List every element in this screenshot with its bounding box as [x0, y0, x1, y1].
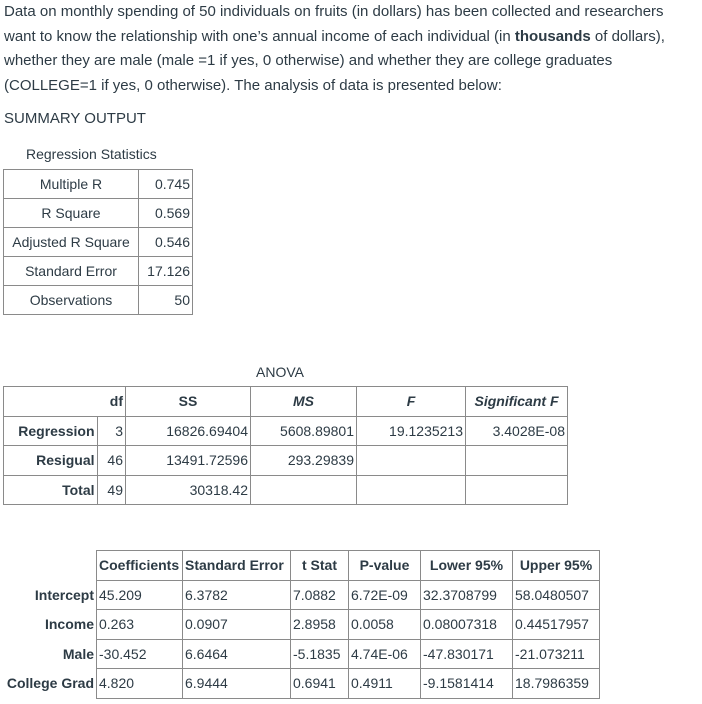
stat-label: Standard Error — [4, 257, 139, 286]
stat-value: 0.569 — [139, 199, 193, 228]
intro-text-part1: Data on monthly spending of 50 individuals on fruits (in dollars) has been collected and researchers want to know the relationship with one’s annual income of each individual (in — [4, 3, 664, 45]
regression-statistics-title: Regression Statistics — [26, 146, 157, 162]
coef-header-upper-95: Upper 95% — [513, 551, 600, 581]
coef-value: -30.452 — [97, 639, 183, 669]
table-row — [4, 170, 193, 199]
anova-header-significance: Significant F — [466, 387, 568, 417]
coef-header-p-value: P-value — [349, 551, 421, 581]
anova-header-f: F — [357, 387, 466, 417]
stat-label: Adjusted R Square — [4, 228, 139, 257]
stat-label: R Square — [4, 199, 139, 228]
coef-lower-95: 32.3708799 — [421, 580, 513, 610]
coef-header-t-stat: t Stat — [291, 551, 349, 581]
coef-header-standard-error: Standard Error — [183, 551, 291, 581]
coef-p-value: 0.0058 — [349, 610, 421, 640]
coef-value: 0.263 — [97, 610, 183, 640]
coef-standard-error: 0.0907 — [183, 610, 291, 640]
coef-upper-95: 0.44517957 — [513, 610, 600, 640]
coef-p-value: 4.74E-06 — [349, 639, 421, 669]
intro-paragraph — [4, 0, 699, 98]
anova-row-label: Total — [4, 475, 98, 505]
anova-df: 49 — [97, 475, 126, 505]
coef-header-coefficients: Coefficients — [97, 551, 183, 581]
coef-standard-error: 6.6464 — [183, 639, 291, 669]
coef-row-label: Male — [62, 645, 94, 662]
table-row — [3, 610, 600, 640]
anova-title: ANOVA — [256, 364, 304, 380]
anova-ss: 30318.42 — [126, 475, 251, 505]
anova-header-ms: MS — [251, 387, 357, 417]
table-header-row — [4, 387, 568, 417]
anova-df: 3 — [97, 416, 126, 446]
stat-value: 50 — [139, 286, 193, 315]
anova-f: 19.1235213 — [357, 416, 466, 446]
coefficients-table — [3, 550, 600, 699]
anova-f — [357, 475, 466, 505]
stat-value: 0.745 — [139, 170, 193, 199]
anova-significance — [466, 475, 568, 505]
stat-value: 17.126 — [139, 257, 193, 286]
coef-row-label: Income — [44, 616, 94, 633]
coef-t-stat: 0.6941 — [291, 669, 349, 699]
table-row — [4, 257, 193, 286]
coef-t-stat: 7.0882 — [291, 580, 349, 610]
anova-ss: 13491.72596 — [126, 446, 251, 476]
table-row — [4, 446, 568, 476]
anova-significance — [466, 446, 568, 476]
table-header-row — [3, 551, 600, 581]
table-row — [4, 199, 193, 228]
stat-label: Multiple R — [4, 170, 139, 199]
anova-ms: 5608.89801 — [251, 416, 357, 446]
anova-header-empty — [4, 387, 98, 417]
coef-lower-95: -47.830171 — [421, 639, 513, 669]
intro-text-part2: of dollars), whether they are male (male =1 if yes, 0 otherwise) and whether they are college graduates (COLLEGE=1 if yes, 0 otherwise). The analysis of data is presented below: — [4, 27, 665, 94]
coef-header-empty — [3, 551, 97, 581]
coef-lower-95: -9.1581414 — [421, 669, 513, 699]
coef-value: 4.820 — [97, 669, 183, 699]
coef-value: 45.209 — [97, 580, 183, 610]
coef-row-label: College Grad — [6, 675, 94, 692]
coef-t-stat: -5.1835 — [291, 639, 349, 669]
coef-t-stat: 2.8958 — [291, 610, 349, 640]
table-row — [4, 228, 193, 257]
coef-lower-95: 0.08007318 — [421, 610, 513, 640]
coef-standard-error: 6.9444 — [183, 669, 291, 699]
coef-upper-95: -21.073211 — [513, 639, 600, 669]
anova-header-df: df — [97, 387, 126, 417]
table-row — [4, 475, 568, 505]
anova-header-ss: SS — [126, 387, 251, 417]
table-row — [4, 286, 193, 315]
anova-table — [3, 386, 568, 505]
anova-f — [357, 446, 466, 476]
anova-ms: 293.29839 — [251, 446, 357, 476]
coef-upper-95: 18.7986359 — [513, 669, 600, 699]
anova-ms — [251, 475, 357, 505]
anova-row-label: Regression — [4, 416, 98, 446]
anova-significance: 3.4028E-08 — [466, 416, 568, 446]
regression-statistics-table — [3, 169, 193, 315]
table-row — [3, 639, 600, 669]
summary-output-title: SUMMARY OUTPUT — [4, 110, 146, 127]
coef-p-value: 6.72E-09 — [349, 580, 421, 610]
table-row — [3, 669, 600, 699]
coef-header-lower-95: Lower 95% — [421, 551, 513, 581]
coef-p-value: 0.4911 — [349, 669, 421, 699]
anova-df: 46 — [97, 446, 126, 476]
anova-ss: 16826.69404 — [126, 416, 251, 446]
anova-row-label: Resigual — [4, 446, 98, 476]
coef-upper-95: 58.0480507 — [513, 580, 600, 610]
coef-standard-error: 6.3782 — [183, 580, 291, 610]
table-row — [4, 416, 568, 446]
intro-text-bold: thousands — [514, 27, 591, 45]
stat-label: Observations — [4, 286, 139, 315]
table-row — [3, 580, 600, 610]
stat-value: 0.546 — [139, 228, 193, 257]
coef-row-label: Intercept — [34, 586, 94, 603]
